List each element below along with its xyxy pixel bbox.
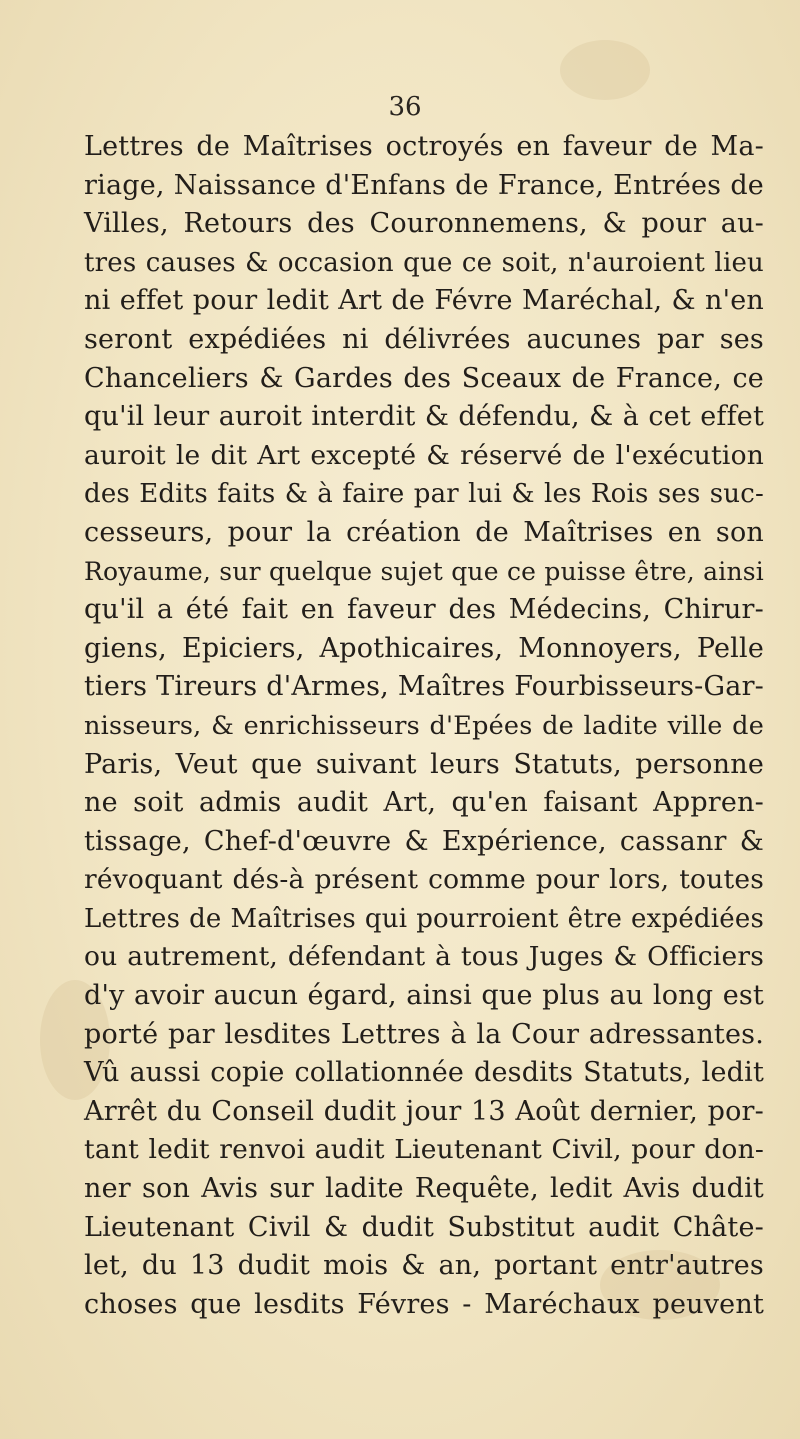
text-line: Lettres de Maîtrises qui pourroient être expédiées [84,903,764,934]
text-line: qu'il a été fait en faveur des Médecins, Chirur- [84,594,764,626]
text-line: des Edits faits & à faire par lui & les Rois ses suc- [84,479,764,510]
text-line: d'y avoir aucun égard, ainsi que plus au long est [84,980,764,1012]
text-line: cesseurs, pour la création de Maîtrises en son [84,516,764,548]
text-line: tres causes & occasion que ce soit, n'auroient lieu [84,247,764,278]
text-line: révoquant dés-à présent comme pour lors, toutes [84,864,764,896]
text-line: auroit le dit Art excepté & réservé de l'exécution [84,439,764,471]
text-line: qu'il leur auroit interdit & défendu, & à cet effet [84,401,764,433]
paper-stain [560,40,650,100]
text-line: Villes, Retours des Couronnemens, & pour au- [84,208,764,240]
text-line: Arrêt du Conseil dudit jour 13 Août dernier, por- [84,1095,764,1127]
text-line: choses que lesdits Févres - Maréchaux peuvent [84,1288,764,1320]
text-line: Vû aussi copie collationnée desdits Statuts, ledit [84,1057,764,1089]
text-line: tiers Tireurs d'Armes, Maîtres Fourbisseurs-Gar- [84,671,764,703]
text-line: Royaume, sur quelque sujet que ce puisse être, ainsi [84,556,764,586]
text-line: nisseurs, & enrichisseurs d'Epées de ladite ville de [84,710,764,741]
text-line: Paris, Veut que suivant leurs Statuts, personne [84,748,764,780]
text-line: Chanceliers & Gardes des Sceaux de France, ce [84,362,764,394]
text-line: ne soit admis audit Art, qu'en faisant Appren- [84,787,764,819]
text-line: porté par lesdites Lettres à la Cour adressantes. [84,1018,764,1050]
page-number: 36 [388,92,422,122]
text-line: ner son Avis sur ladite Requête, ledit Avis dudit [84,1173,764,1205]
body-text [84,128,764,1324]
text-line: seront expédiées ni délivrées aucunes par ses [84,323,764,355]
text-line: tant ledit renvoi audit Lieutenant Civil, pour don- [84,1134,764,1166]
show-through-text [100,1370,740,1390]
text-line: ou autrement, défendant à tous Juges & Officiers [84,941,764,973]
text-line: tissage, Chef-d'œuvre & Expérience, cassanr & [84,825,764,857]
text-line: Lettres de Maîtrises octroyés en faveur de Ma- [84,131,764,162]
text-line: ni effet pour ledit Art de Févre Maréchal, & n'en [84,285,764,317]
text-line: let, du 13 dudit mois & an, portant entr'autres [84,1250,764,1282]
text-line: Lieutenant Civil & dudit Substitut audit Châte- [84,1211,764,1243]
text-line: giens, Epiciers, Apothicaires, Monnoyers, Pelle [84,632,764,664]
text-line: riage, Naissance d'Enfans de France, Entrées de [84,169,764,201]
